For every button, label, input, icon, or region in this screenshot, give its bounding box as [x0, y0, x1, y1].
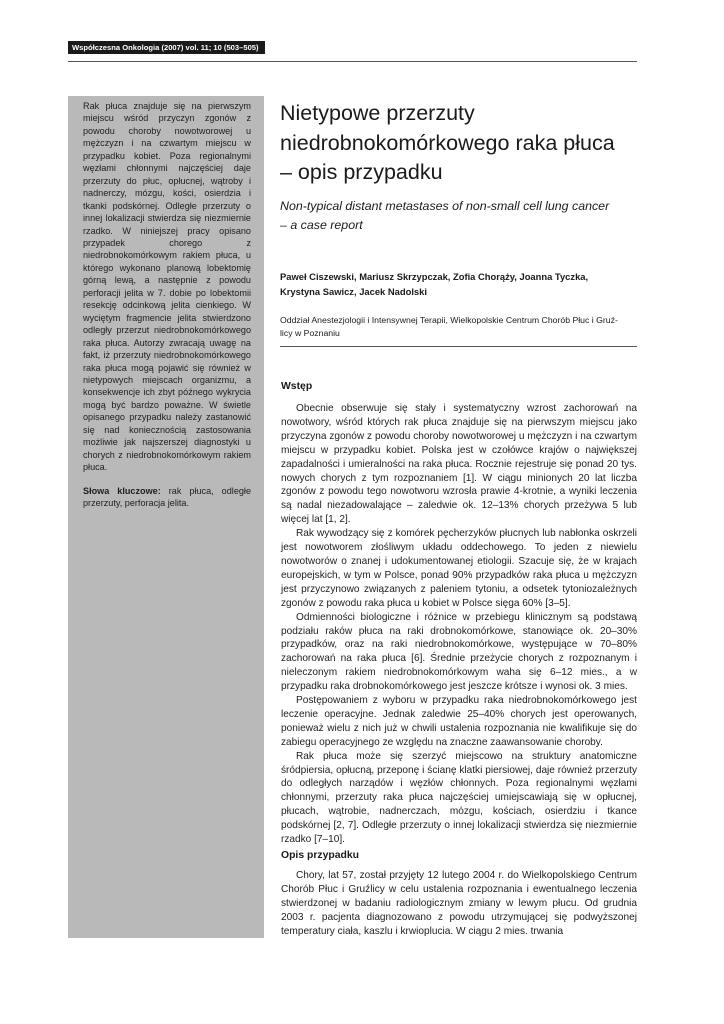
- title-line-1: Nietypowe przerzuty: [280, 101, 475, 125]
- authors-line-2: Krystyna Sawicz, Jacek Nadolski: [280, 286, 427, 297]
- intro-paragraph-4: Postępowaniem z wyboru w przypadku raka niedrobnokomórkowego jest leczenie operacyjne. Jednak zaledwie 25–40% chorych jest operowanych, ponieważ wielu z nich już w chwili ustalenia rozpoznania nie kwalifikuje się do zabiegu operacyjnego ze względu na znaczne zaawansowanie choroby.: [281, 695, 637, 748]
- article-title: [280, 99, 640, 188]
- case-paragraph-1: Chory, lat 57, został przyjęty 12 lutego 2004 r. do Wielkopolskiego Centrum Chorób Płuc i Gruźlicy w celu ustalenia rozpoznania i ewentualnego leczenia stwierdzonej w badaniu radiologicznym zmiany w lewym płucu. Od grudnia 2003 r. pacjenta diagnozowano z powodu utrzymującej się podwyższonej temperatury ciała, kaszlu i krwioplucia. W ciągu 2 mies. trwania: [281, 870, 637, 937]
- introduction-body: [281, 402, 637, 847]
- affiliation-line-1: Oddział Anestezjologii i Intensywnej Terapii, Wielkopolskie Centrum Chorób Płuc i Gruź-: [280, 315, 618, 325]
- intro-paragraph-3: Odmienności biologiczne i różnice w przebiegu klinicznym są podstawą podziału raków płuca na raki drobnokomórkowe, stanowiące ok. 20–30% przypadków, oraz na raki niedrobnokomórkowe, występujące w 70–80% zachorowań na raka płuca [6]. Średnie przeżycie chorych z rozpoznanym i nieleczonym rakiem niedrobnokomórkowym waha się 6–12 mies., a w przypadku raka drobnokomórkowego jest jeszcze krótsze i wynosi ok. 3 mies.: [281, 611, 637, 693]
- abstract: [83, 100, 251, 510]
- affiliation-line-2: licy w Poznaniu: [280, 328, 340, 338]
- title-en-line-2: – a case report: [280, 218, 363, 232]
- author-list: [280, 269, 640, 299]
- keywords-list: rak płuca, odległe przerzuty, perforacja jelita.: [83, 485, 252, 509]
- intro-paragraph-2: Rak wywodzący się z komórek pęcherzyków płucnych lub nabłonka oskrzeli jest nowotworem złośliwym układu oddechowego. To jeden z niewielu nowotworów o znanej i udokumentowanej etiologii. Szacuje się, że w krajach europejskich, w tym w Polsce, ponad 90% przypadków raka płuca u mężczyzn jest przyczynowo związanych z paleniem tytoniu, a odsetek tytoniozależnych zgonów z powodu raka płuca u kobiet w Polsce sięga 60% [3–5].: [281, 528, 637, 609]
- section-heading-introduction: Wstęp: [281, 381, 313, 392]
- journal-citation-banner: Współczesna Onkologia (2007) vol. 11; 10 (503–505): [68, 41, 265, 54]
- title-en-line-1: Non-typical distant metastases of non-small cell lung cancer: [280, 199, 610, 213]
- authors-line-1: Paweł Ciszewski, Mariusz Skrzypczak, Zofia Chorąży, Joanna Tyczka,: [280, 271, 589, 282]
- affiliation: [280, 314, 640, 340]
- abstract-paragraph: Rak płuca znajduje się na pierwszym miejscu wśród przyczyn zgonów z powodu choroby nowotworowej u mężczyzn i na czwartym miejscu w przypadku kobiet. Poza regionalnymi węzłami chłonnymi najczęściej daje przerzuty do płuc, opłucnej, wątroby i nadnerczy, mózgu, kości, osierdzia i tkanki podskórnej. Odległe przerzuty o innej lokalizacji stwierdza się niezmiernie rzadko. W niniejszej pracy opisano przypadek chorego z niedrobnokomórkowym rakiem płuca, u którego wykonano planową lobektomię górną lewą, a następnie z powodu perforacji jelita w 7. dobie po lobektomii resekcję odcinkową jelita cienkiego. W wyciętym fragmencie jelita stwierdzono odległy przerzut niedrobnokomórkowego raka płuca. Autorzy zwracają uwagę na fakt, iż przerzuty niedrobnokomórkowego raka płuca mogą pojawić się również w nietypowych miejscach organizmu, a konsekwencje ich zbyt późnego wykrycia mogą być bardzo poważne. W świetle opisanego przypadku należy zastanowić się nad koniecznością zastosowania możliwie jak najszerszej diagnostyki u chorych z niedrobnokomórkowym rakiem płuca.: [83, 101, 251, 473]
- section-heading-case-report: Opis przypadku: [281, 850, 359, 861]
- title-line-2: niedrobnokomórkowego raka płuca: [280, 130, 615, 155]
- header-divider: [68, 61, 637, 62]
- article-title-english: [280, 197, 640, 235]
- keywords: [83, 485, 251, 510]
- keywords-label: Słowa kluczowe:: [83, 485, 161, 496]
- title-line-3: – opis przypadku: [280, 160, 443, 184]
- intro-paragraph-1: Obecnie obserwuje się stały i systematyczny wzrost zachorowań na nowotwory, wśród których rak płuca znajduje się na pierwszym miejscu jako przyczyna zgonów z powodu choroby nowotworowej u mężczyzn i na czwartym miejscu w przypadku kobiet. Polska jest w czołówce krajów o największej zapadalności i umieralności na raka płuca. Rocznie rejestruje się ponad 20 tys. nowych chorych z tym rozpoznaniem [1]. W ciągu minionych 20 lat liczba zgonów z powodu tego nowotworu wzrosła prawie 4-krotnie, a wyniki leczenia są nadal niezadowalające – zaledwie ok. 12–13% chorych przeżywa 5 lub więcej lat [1, 2].: [281, 403, 637, 526]
- case-report-body: [281, 869, 637, 939]
- affiliation-divider: [280, 346, 637, 347]
- intro-paragraph-5: Rak płuca może się szerzyć miejscowo na struktury anatomiczne śródpiersia, opłucną, przeponę i ścianę klatki piersiowej, daje również przerzuty do odległych narządów i węzłów chłonnych. Poza regionalnymi węzłami chłonnymi, przerzuty raka płuca najczęściej umiejscawiają się w opłucnej, płucach, wątrobie, nadnerczach, mózgu, kościach, osierdziu i tkance podskórnej [2, 7]. Odległe przerzuty o innej lokalizacji stwierdza się niezmiernie rzadko [7–10].: [281, 750, 637, 846]
